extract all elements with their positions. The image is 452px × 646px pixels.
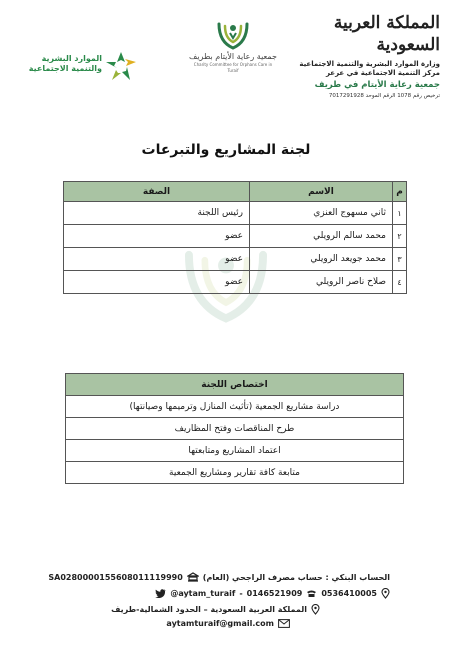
competences-table xyxy=(65,373,404,484)
member-name: ثاني مسهوج العنزي xyxy=(250,202,393,225)
location-pin-icon xyxy=(381,588,390,599)
competences-header: اختصاص اللجنة xyxy=(66,374,404,396)
member-role: رئيس اللجنة xyxy=(64,202,250,225)
phone-icon xyxy=(306,589,317,598)
footer-address-row xyxy=(111,602,320,616)
competence-item: اعتماد المشاريع ومتابعتها xyxy=(66,440,404,462)
competence-item: دراسة مشاريع الجمعية (تأثيث المنازل وترميمها وصيانتها) xyxy=(66,396,404,418)
member-role: عضو xyxy=(64,248,250,271)
bank-label: الحساب البنكي : حساب مصرف الراجحي (العام) xyxy=(202,572,390,582)
footer-email-row xyxy=(166,616,290,630)
bank-icon xyxy=(187,572,199,582)
table-row xyxy=(66,462,404,484)
address-text: المملكة العربية السعودية – الحدود الشمالية-طريف xyxy=(111,604,307,614)
member-name: محمد سالم الرويلي xyxy=(250,225,393,248)
footer-phones-row: 0536410005 0146521909 - @aytam_turaif xyxy=(155,586,390,600)
email-icon xyxy=(278,619,290,628)
address-pin-icon xyxy=(311,604,320,615)
ministry-header xyxy=(280,12,440,100)
center-name: مركز التنمية الاجتماعية في عرعر xyxy=(325,69,440,77)
member-name: صلاح ناصر الرويلي xyxy=(250,271,393,294)
table-row xyxy=(66,396,404,418)
iban-number: SA0280000155608011119990 xyxy=(48,572,183,582)
twitter-handle[interactable]: @aytam_turaif xyxy=(170,588,236,598)
member-name: محمد جويعد الرويلي xyxy=(250,248,393,271)
license-number: ترخيص رقم 1078 الرقم الموحد 7017291928 xyxy=(328,93,440,99)
header-num: م xyxy=(393,182,407,202)
phone-2[interactable]: 0146521909 xyxy=(246,588,303,598)
hrsd-logo-line1: الموارد البشرية xyxy=(41,54,102,63)
association-logo xyxy=(188,20,278,74)
member-role: عضو xyxy=(64,225,250,248)
phone-1[interactable]: 0536410005 xyxy=(321,588,377,598)
table-row xyxy=(64,225,407,248)
association-name: جمعية رعاية الأيتام في طريف xyxy=(314,80,440,90)
member-role: عضو xyxy=(64,271,250,294)
association-logo-text-ar: جمعية رعاية الأيتام بطريف xyxy=(189,52,277,61)
table-row xyxy=(64,271,407,294)
association-logo-text-en: Charity Committee for Orphans Care in Turaif xyxy=(193,62,273,73)
hands-logo-icon xyxy=(216,20,250,50)
table-row xyxy=(66,440,404,462)
page-title: لجنة المشاريع والتبرعات xyxy=(141,142,311,158)
header-name: الاسم xyxy=(250,182,393,202)
member-num: ٢ xyxy=(393,225,407,248)
kingdom-name: المملكة العربية السعودية xyxy=(333,13,440,55)
competence-item: طرح المناقصات وفتح المظاريف xyxy=(66,418,404,440)
header-role: الصفة xyxy=(64,182,250,202)
hrsd-star-icon xyxy=(104,50,138,82)
member-num: ٣ xyxy=(393,248,407,271)
members-table xyxy=(63,181,407,294)
table-row xyxy=(64,248,407,271)
competence-item: متابعة كافة تقارير ومشاريع الجمعية xyxy=(66,462,404,484)
ministry-name: وزارة الموارد البشرية والتنمية الاجتماعية xyxy=(299,60,440,68)
hrsd-logo xyxy=(20,50,138,84)
member-num: ١ xyxy=(393,202,407,225)
table-row xyxy=(64,202,407,225)
twitter-icon xyxy=(155,589,166,598)
email-address[interactable]: aytamturaif@gmail.com xyxy=(166,618,274,628)
table-row xyxy=(66,418,404,440)
members-header-row xyxy=(64,182,407,202)
footer-bank-row xyxy=(48,570,390,584)
member-num: ٤ xyxy=(393,271,407,294)
hrsd-logo-line2: والتنمية الاجتماعية xyxy=(28,64,102,73)
